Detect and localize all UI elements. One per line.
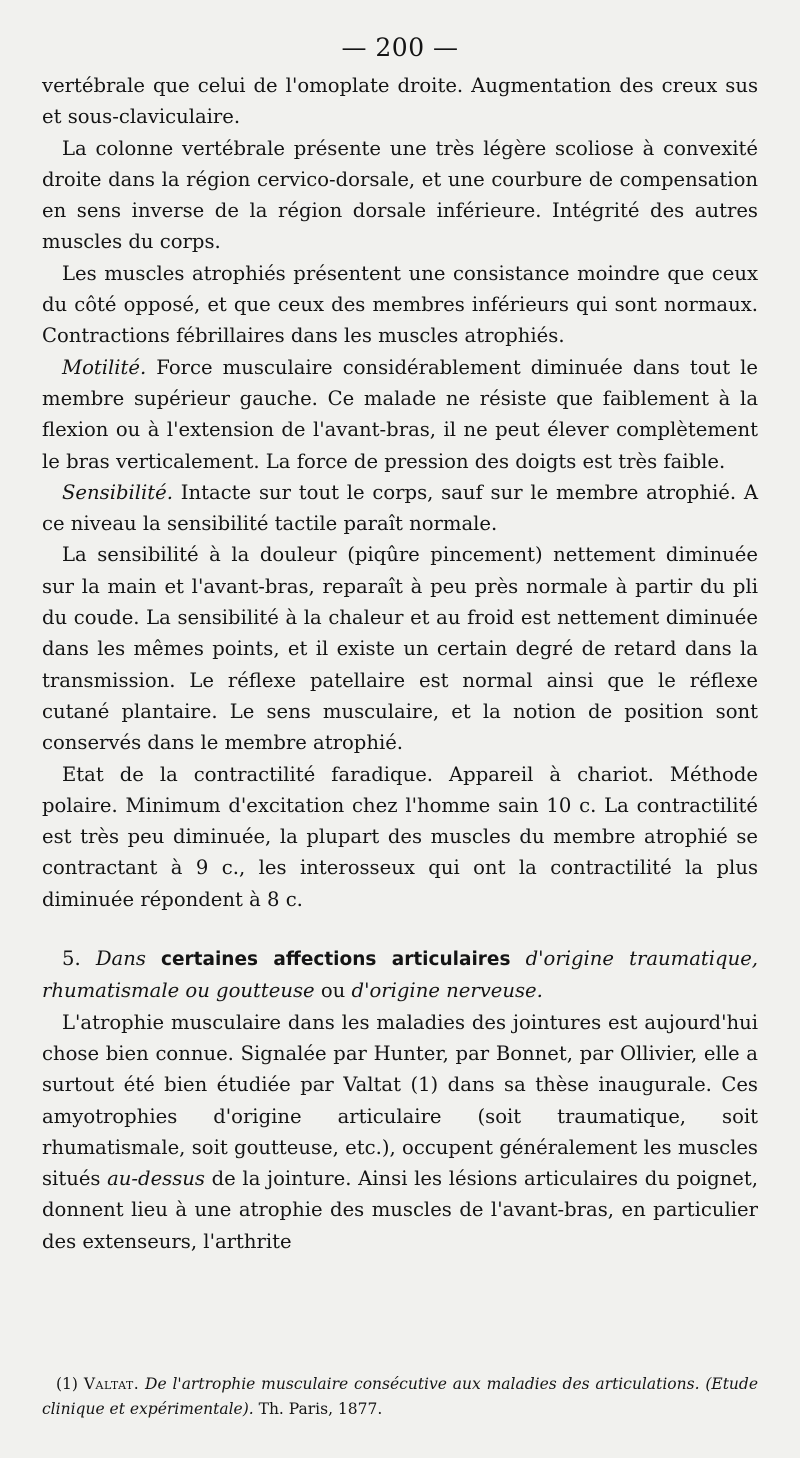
footnote-rest: Th. Paris, 1877. <box>258 1400 383 1418</box>
footnote-marker: (1) <box>56 1375 78 1393</box>
page-number: — 200 — <box>341 33 459 62</box>
section-heading <box>42 943 758 1007</box>
paragraph <box>42 759 758 915</box>
section-intro: Dans <box>95 947 146 971</box>
paragraph-text: La sensibilité à la douleur (piqûre pincement) nettement diminuée sur la main et l'avant-bras, reparaît à peu près normale à partir du pli du coude. La sensibilité à la chaleur et au froid est nettement diminuée dans les mêmes points, et il existe un certain degré de retard dans la transmission. Le réflexe patellaire est normal ainsi que le réflexe cutané plantaire. Le sens musculaire, et la notion de position sont conservés dans le membre atrophié. <box>42 543 758 755</box>
paragraph-text: Etat de la contractilité faradique. Appareil à chariot. Méthode polaire. Minimum d'excitation chez l'homme sain 10 c. La contractilité est très peu diminuée, la plupart des muscles du membre atrophié se contractant à 9 c., les interosseux qui ont la contractilité la plus diminuée répondent à 8 c. <box>42 762 758 911</box>
paragraph-lead: Motilité. <box>62 355 147 379</box>
paragraph-text: Force musculaire considérablement diminuée dans tout le membre supérieur gauche. Ce malade ne résiste que faiblement à la flexion ou à l'extension de l'avant-bras, il ne peut élever complètement le bras verticalement. La force de pression des doigts est très faible. <box>42 355 758 473</box>
paragraph <box>42 477 758 540</box>
section-spacer <box>42 915 758 943</box>
section-number: 5. <box>62 947 81 971</box>
paragraph <box>42 539 758 758</box>
footnote <box>42 1372 758 1422</box>
paragraph-lead: Sensibilité. <box>62 480 173 504</box>
section-connector: ou <box>320 979 346 1003</box>
paragraph <box>42 352 758 477</box>
paragraph <box>42 133 758 258</box>
paragraph-text: L'atrophie musculaire dans les maladies des jointures est aujourd'hui chose bien connue. Signalée par Hunter, par Bonnet, par Ollivier, elle a surtout été bien étudiée par Valtat (1) dans sa thèse inaugurale. Ces amyotrophies d'origine articulaire (soit traumatique, soit rhumatismale, soit goutteuse, etc.), occupent généralement les muscles situés <box>42 1010 758 1191</box>
paragraph-text: La colonne vertébrale présente une très légère scoliose à convexité droite dans la région cervico-dorsale, et une courbure de compensation en sens inverse de la région dorsale inférieure. Intégrité des autres muscles du corps. <box>42 136 758 254</box>
section-subtitle-2: d'origine nerveuse. <box>351 979 543 1003</box>
section-subtitle-1: d'origine traumatique, rhumatismale ou goutteuse <box>42 947 759 1003</box>
section-title: certaines affections articulaires <box>161 949 511 971</box>
footnote-title: De l'artrophie musculaire consécutive aux maladies des articulations. (Etude clinique et expérimentale). <box>42 1375 759 1418</box>
paragraph-text: de la jointure. Ainsi les lésions articulaires du poignet, donnent lieu à une atrophie des muscles de l'avant-bras, en particulier des extenseurs, l'arthrite <box>42 1167 758 1253</box>
paragraph <box>42 258 758 352</box>
footnote-author: Valtat. <box>83 1375 140 1393</box>
paragraph-text: Intacte sur tout le corps, sauf sur le membre atrophié. A ce niveau la sensibilité tactile paraît normale. <box>42 480 758 536</box>
paragraph-text: Les muscles atrophiés présentent une consistance moindre que ceux du côté opposé, et que ceux des membres inférieurs qui sont normaux. Contractions fébrillaires dans les muscles atrophiés. <box>42 261 758 348</box>
paragraph <box>42 70 758 133</box>
paragraph <box>42 1007 758 1257</box>
paragraph-italic: au-dessus <box>107 1167 205 1191</box>
paragraph-text: vertébrale que celui de l'omoplate droite. Augmentation des creux sus et sous-claviculaire. <box>42 74 758 129</box>
